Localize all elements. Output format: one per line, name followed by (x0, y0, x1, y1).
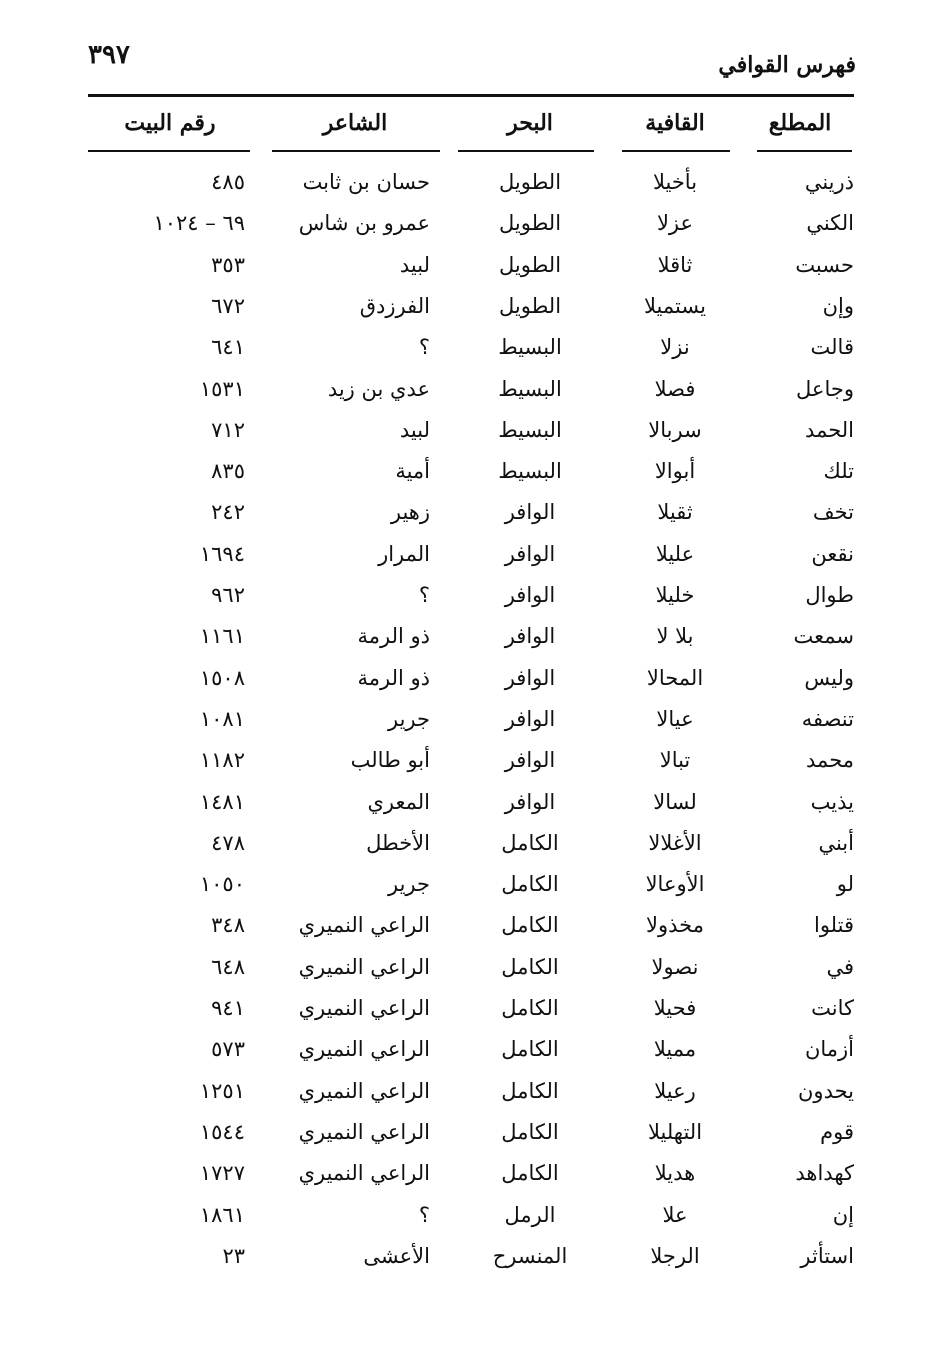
column-rule-num (88, 150, 250, 152)
cell-shaer: ذو الرمة (357, 624, 430, 649)
table-row (0, 286, 936, 327)
cell-matla: أبني (818, 830, 854, 855)
cell-qafiya: أبوالا (654, 459, 696, 484)
page-number: ٣٩٧ (88, 40, 130, 70)
cell-matla: تلك (823, 459, 854, 484)
table-row (0, 740, 936, 781)
table-row (0, 658, 936, 699)
cell-verse-number: ٤٧٨ (211, 830, 245, 855)
cell-matla: وجاعل (796, 376, 854, 401)
column-header-matla: المطلع (768, 110, 832, 136)
cell-bahr: الكامل (501, 1037, 559, 1062)
cell-qafiya: عليلا (655, 541, 695, 566)
cell-verse-number: ١٥٠٨ (199, 665, 245, 690)
table-row (0, 864, 936, 905)
cell-qafiya: نزلا (660, 335, 690, 360)
cell-bahr: المنسرح (492, 1243, 568, 1268)
table-row (0, 492, 936, 533)
cell-matla: استأثر (800, 1243, 854, 1268)
cell-matla: قتلوا (813, 913, 854, 938)
column-header-bahr: البحر (507, 110, 553, 136)
cell-qafiya: نصولا (651, 954, 699, 979)
cell-bahr: الكامل (501, 996, 559, 1020)
cell-bahr: البسيط (498, 459, 562, 484)
cell-shaer: ذو الرمة (357, 665, 430, 690)
cell-matla: الحمد (805, 417, 854, 442)
cell-shaer: ؟ (418, 583, 430, 607)
cell-verse-number: ١٢٥١ (199, 1078, 245, 1103)
table-row (0, 327, 936, 368)
cell-matla: الكني (806, 211, 854, 236)
cell-qafiya: مميلا (653, 1037, 697, 1062)
cell-shaer: المرار (378, 541, 430, 566)
cell-qafiya: علا (662, 1202, 688, 1227)
table-row (0, 1029, 936, 1070)
cell-verse-number: ١٠٥٠ (199, 872, 245, 897)
cell-qafiya: بلا لا (656, 624, 694, 649)
column-rule-bahr (458, 150, 594, 152)
table-row (0, 451, 936, 492)
cell-matla: محمد (806, 748, 854, 773)
table-row (0, 947, 936, 988)
cell-matla: وإن (822, 293, 854, 318)
cell-qafiya: ثاقلا (657, 252, 693, 277)
cell-verse-number: ٦٤١ (211, 335, 245, 360)
table-row (0, 1153, 936, 1194)
cell-shaer: عمرو بن شاس (298, 211, 430, 236)
table-row (0, 823, 936, 864)
cell-shaer: الراعي النميري (298, 1078, 430, 1103)
cell-shaer: الراعي النميري (298, 954, 430, 979)
cell-shaer: الراعي النميري (298, 1161, 430, 1186)
cell-verse-number: ٨٣٥ (211, 459, 245, 484)
cell-shaer: الأعشى (363, 1243, 430, 1268)
cell-shaer: الأخطل (366, 830, 430, 855)
cell-shaer: الراعي النميري (298, 1119, 430, 1144)
cell-verse-number: ٦٧٢ (211, 293, 245, 318)
cell-verse-number: ٣٤٨ (211, 913, 245, 938)
cell-verse-number: ٧١٢ (211, 417, 245, 442)
table-row (0, 1071, 936, 1112)
column-header-shaer: الشاعر (322, 110, 388, 136)
cell-bahr: الكامل (501, 1161, 559, 1186)
cell-bahr: الوافر (504, 583, 556, 607)
table-row (0, 534, 936, 575)
cell-bahr: الطويل (498, 170, 562, 194)
cell-matla: قالت (810, 335, 854, 360)
cell-bahr: الكامل (501, 1119, 559, 1144)
table-row (0, 203, 936, 244)
cell-matla: سمعت (793, 624, 854, 649)
cell-verse-number: ٢٤٢ (211, 500, 245, 525)
cell-qafiya: عزلا (656, 211, 694, 236)
cell-bahr: الطويل (498, 211, 562, 236)
cell-qafiya: ثقيلا (657, 500, 693, 525)
cell-matla: كانت (811, 996, 854, 1020)
cell-verse-number: ٢٣ (222, 1243, 245, 1268)
cell-verse-number: ٦٤٨ (211, 954, 245, 979)
cell-matla: قوم (820, 1119, 854, 1144)
table-row (0, 162, 936, 203)
column-rule-qafiya (622, 150, 730, 152)
cell-shaer: الراعي النميري (298, 1037, 430, 1062)
cell-bahr: الكامل (501, 913, 559, 938)
cell-verse-number: ١٧٢٧ (199, 1161, 245, 1186)
cell-verse-number: ١١٦١ (199, 624, 245, 649)
cell-shaer: أبو طالب (350, 748, 430, 773)
cell-qafiya: خليلا (655, 583, 695, 607)
cell-matla: أزمان (804, 1037, 854, 1062)
cell-shaer: حسان بن ثابت (302, 170, 430, 194)
cell-shaer: أمية (395, 459, 430, 484)
cell-shaer: جرير (388, 872, 430, 897)
cell-verse-number: ٣٥٣ (211, 252, 245, 277)
table-row (0, 699, 936, 740)
cell-matla: طوال (805, 583, 854, 607)
cell-qafiya: مخذولا (646, 913, 704, 938)
cell-qafiya: فصلا (654, 376, 696, 401)
table-row (0, 245, 936, 286)
cell-matla: لو (836, 872, 854, 897)
cell-verse-number: ١٨٦١ (199, 1202, 245, 1227)
column-header-num: رقم البيت (124, 110, 216, 136)
running-title: فهرس القوافي (718, 52, 856, 78)
cell-bahr: الطويل (498, 293, 562, 318)
cell-matla: ذريني (804, 170, 854, 194)
cell-qafiya: يستميلا (644, 293, 706, 318)
cell-matla: تنصفه (801, 706, 854, 731)
top-rule (88, 94, 854, 97)
cell-matla: وليس (804, 665, 854, 690)
cell-qafiya: الأغلالا (648, 830, 702, 855)
cell-verse-number: ١٤٨١ (199, 789, 245, 814)
table-row (0, 616, 936, 657)
table-row (0, 410, 936, 451)
cell-qafiya: الأوعالا (645, 872, 705, 897)
cell-bahr: البسيط (498, 417, 562, 442)
cell-shaer: زهير (390, 500, 430, 525)
cell-qafiya: المحالا (646, 665, 704, 690)
cell-matla: إن (832, 1202, 854, 1227)
cell-bahr: الكامل (501, 954, 559, 979)
cell-matla: في (826, 954, 854, 979)
cell-verse-number: ١١٨٢ (199, 748, 245, 773)
table-row (0, 782, 936, 823)
cell-bahr: الكامل (501, 872, 559, 897)
cell-bahr: الطويل (498, 252, 562, 277)
cell-qafiya: الرجلا (650, 1243, 700, 1268)
cell-qafiya: تبالا (659, 748, 691, 773)
cell-shaer: الفرزدق (359, 293, 430, 318)
column-rule-shaer (272, 150, 440, 152)
cell-shaer: ؟ (418, 1202, 430, 1227)
cell-bahr: الوافر (504, 541, 556, 566)
cell-matla: يحدون (798, 1078, 854, 1103)
cell-verse-number: ١٥٤٤ (199, 1119, 245, 1144)
table-row (0, 1112, 936, 1153)
cell-qafiya: رعيلا (654, 1078, 696, 1103)
cell-verse-number: ٦٩ – ١٠٢٤ (153, 211, 245, 236)
cell-qafiya: عيالا (656, 706, 694, 731)
cell-verse-number: ٩٤١ (211, 996, 245, 1020)
cell-qafiya: فحيلا (653, 996, 697, 1020)
cell-verse-number: ١٥٣١ (199, 376, 245, 401)
cell-bahr: الوافر (504, 706, 556, 731)
cell-shaer: جرير (388, 706, 430, 731)
table-row (0, 1195, 936, 1236)
table-row (0, 1236, 936, 1277)
cell-bahr: البسيط (498, 335, 562, 360)
cell-matla: نقعن (811, 541, 854, 566)
cell-bahr: الوافر (504, 500, 556, 525)
column-header-qafiya: القافية (645, 110, 705, 136)
cell-bahr: الوافر (504, 748, 556, 773)
cell-shaer: ؟ (418, 335, 430, 360)
cell-verse-number: ٩٦٢ (211, 583, 245, 607)
cell-shaer: لبيد (399, 252, 430, 277)
cell-shaer: المعري (367, 789, 430, 814)
cell-shaer: الراعي النميري (298, 913, 430, 938)
cell-qafiya: هديلا (654, 1161, 696, 1186)
cell-bahr: الكامل (501, 830, 559, 855)
cell-bahr: الكامل (501, 1078, 559, 1103)
cell-verse-number: ٤٨٥ (211, 170, 245, 194)
cell-qafiya: بأخيلا (652, 170, 698, 194)
cell-matla: كهداهد (795, 1161, 854, 1186)
table-row (0, 988, 936, 1029)
table-row (0, 905, 936, 946)
cell-matla: تخف (812, 500, 854, 525)
cell-verse-number: ٥٧٣ (211, 1037, 245, 1062)
cell-qafiya: لسالا (653, 789, 697, 814)
cell-matla: حسبت (795, 252, 854, 277)
cell-matla: يذيب (810, 789, 854, 814)
cell-shaer: لبيد (399, 417, 430, 442)
cell-bahr: الوافر (504, 789, 556, 814)
cell-bahr: الوافر (504, 624, 556, 649)
cell-shaer: عدي بن زيد (327, 376, 430, 401)
cell-verse-number: ١٠٨١ (199, 706, 245, 731)
cell-verse-number: ١٦٩٤ (199, 541, 245, 566)
cell-shaer: الراعي النميري (298, 996, 430, 1020)
cell-qafiya: سربالا (648, 417, 702, 442)
cell-qafiya: التهليلا (647, 1119, 703, 1144)
cell-bahr: الوافر (504, 665, 556, 690)
cell-bahr: البسيط (498, 376, 562, 401)
table-row (0, 369, 936, 410)
table-row (0, 575, 936, 616)
cell-bahr: الرمل (504, 1202, 556, 1227)
column-rule-matla (757, 150, 852, 152)
